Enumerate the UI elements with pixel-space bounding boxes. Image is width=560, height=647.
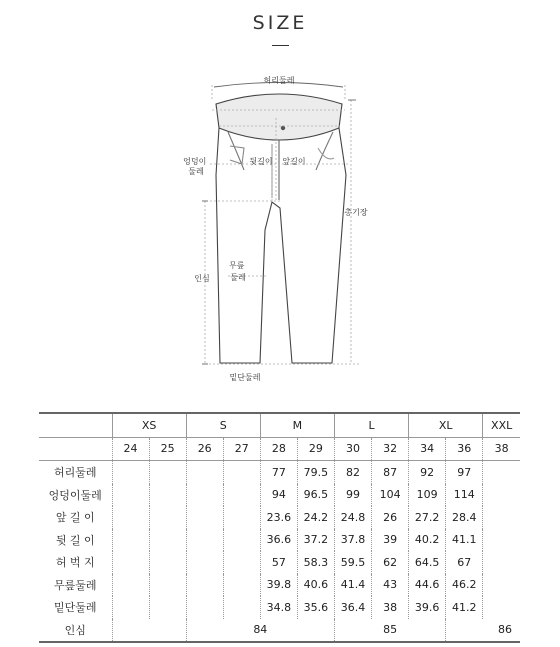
value-cell <box>223 484 260 507</box>
value-cell: 46.2 <box>446 574 483 597</box>
size-cell: 30 <box>334 437 371 461</box>
size-cell: 27 <box>223 437 260 461</box>
waistband-shape <box>216 94 342 140</box>
table-row <box>39 484 520 507</box>
value-cell <box>223 574 260 597</box>
value-cell: 104 <box>372 484 409 507</box>
value-cell: 28.4 <box>446 506 483 529</box>
size-cell: 29 <box>297 437 334 461</box>
value-cell: 87 <box>372 461 409 484</box>
value-cell <box>186 461 223 484</box>
size-cell: 34 <box>409 437 446 461</box>
group-xxl: XXL <box>483 413 520 437</box>
label-inseam: 인심 <box>194 274 210 283</box>
value-cell: 43 <box>372 574 409 597</box>
value-cell: 41.4 <box>334 574 371 597</box>
measurement-rows <box>39 461 520 619</box>
value-cell: 36.6 <box>260 529 297 552</box>
label-hem: 밑단둘레 <box>229 373 261 382</box>
value-cell <box>483 506 520 529</box>
value-cell: 41.1 <box>446 529 483 552</box>
title-underline <box>272 45 289 46</box>
label-waist: 허리둘레 <box>263 76 295 85</box>
table-row <box>39 551 520 574</box>
value-cell: 34.8 <box>260 596 297 619</box>
size-group-row <box>39 413 520 437</box>
value-cell <box>149 461 186 484</box>
value-cell <box>149 529 186 552</box>
value-cell <box>112 596 149 619</box>
button-icon <box>281 126 285 130</box>
label-back-rise: 뒷길이 <box>249 157 273 166</box>
value-cell <box>112 506 149 529</box>
value-cell: 40.2 <box>409 529 446 552</box>
value-cell <box>223 529 260 552</box>
group-xl: XL <box>409 413 483 437</box>
value-cell <box>149 596 186 619</box>
value-cell: 82 <box>334 461 371 484</box>
value-cell <box>149 484 186 507</box>
value-cell: 39 <box>372 529 409 552</box>
pants-outline <box>216 128 346 363</box>
value-cell: 114 <box>446 484 483 507</box>
value-cell: 39.8 <box>260 574 297 597</box>
value-cell <box>223 596 260 619</box>
table-row-inseam <box>39 619 520 643</box>
value-cell <box>483 461 520 484</box>
value-cell <box>186 551 223 574</box>
value-cell <box>149 574 186 597</box>
size-cell: 26 <box>186 437 223 461</box>
group-m: M <box>260 413 334 437</box>
value-cell: 37.2 <box>297 529 334 552</box>
inseam-value-xl: 86 <box>446 619 520 643</box>
label-hip: 엉덩이 둘레 <box>183 157 207 176</box>
value-cell: 67 <box>446 551 483 574</box>
value-cell: 109 <box>409 484 446 507</box>
row-label: 무릎둘레 <box>53 578 97 592</box>
value-cell: 99 <box>334 484 371 507</box>
value-cell: 77 <box>260 461 297 484</box>
value-cell: 27.2 <box>409 506 446 529</box>
value-cell <box>112 529 149 552</box>
value-cell: 58.3 <box>297 551 334 574</box>
table-row <box>39 529 520 552</box>
value-cell <box>112 551 149 574</box>
table-row <box>39 506 520 529</box>
row-label: 인심 <box>64 623 86 637</box>
value-cell: 40.6 <box>297 574 334 597</box>
value-cell: 96.5 <box>297 484 334 507</box>
label-front-rise: 앞길이 <box>282 157 306 166</box>
value-cell <box>112 574 149 597</box>
value-cell <box>149 506 186 529</box>
value-cell <box>483 596 520 619</box>
value-cell: 35.6 <box>297 596 334 619</box>
value-cell <box>112 484 149 507</box>
table-row <box>39 574 520 597</box>
value-cell: 38 <box>372 596 409 619</box>
value-cell <box>483 574 520 597</box>
value-cell <box>483 551 520 574</box>
table-row <box>39 461 520 484</box>
value-cell <box>186 574 223 597</box>
value-cell: 41.2 <box>446 596 483 619</box>
group-xs: XS <box>112 413 186 437</box>
value-cell: 44.6 <box>409 574 446 597</box>
value-cell <box>223 551 260 574</box>
size-cell: 32 <box>372 437 409 461</box>
value-cell: 59.5 <box>334 551 371 574</box>
value-cell <box>149 551 186 574</box>
value-cell: 24.8 <box>334 506 371 529</box>
value-cell: 57 <box>260 551 297 574</box>
value-cell: 64.5 <box>409 551 446 574</box>
value-cell: 97 <box>446 461 483 484</box>
value-cell: 23.6 <box>260 506 297 529</box>
group-s: S <box>186 413 260 437</box>
size-table <box>39 412 520 643</box>
value-cell: 92 <box>409 461 446 484</box>
label-total-length: 총기장 <box>344 208 368 217</box>
page-title: SIZE <box>252 12 308 34</box>
value-cell <box>223 461 260 484</box>
value-cell: 79.5 <box>297 461 334 484</box>
value-cell <box>223 506 260 529</box>
row-label: 앞 길 이 <box>55 511 95 525</box>
value-cell: 24.2 <box>297 506 334 529</box>
value-cell: 94 <box>260 484 297 507</box>
row-label: 엉덩이둘레 <box>48 488 102 502</box>
value-cell <box>483 484 520 507</box>
inseam-empty-cell <box>112 619 186 643</box>
value-cell <box>186 529 223 552</box>
size-number-row <box>39 437 520 461</box>
corner-cell <box>39 413 112 437</box>
size-cell: 36 <box>446 437 483 461</box>
row-label: 허리둘레 <box>53 466 97 480</box>
value-cell <box>186 506 223 529</box>
group-l: L <box>334 413 408 437</box>
value-cell: 37.8 <box>334 529 371 552</box>
value-cell <box>186 484 223 507</box>
corner-cell <box>39 437 112 461</box>
value-cell <box>483 529 520 552</box>
value-cell: 62 <box>372 551 409 574</box>
size-cell: 25 <box>149 437 186 461</box>
value-cell: 36.4 <box>334 596 371 619</box>
value-cell: 26 <box>372 506 409 529</box>
size-cell: 24 <box>112 437 149 461</box>
row-label: 밑단둘레 <box>53 601 97 615</box>
size-cell: 38 <box>483 437 520 461</box>
value-cell <box>112 461 149 484</box>
inseam-value-xs-m: 84 <box>186 619 334 643</box>
pants-diagram <box>0 60 560 390</box>
row-label: 뒷 길 이 <box>55 533 95 547</box>
size-cell: 28 <box>260 437 297 461</box>
row-label: 허 벅 지 <box>55 556 95 570</box>
label-knee: 무릎 둘레 <box>228 261 246 282</box>
value-cell <box>186 596 223 619</box>
table-row <box>39 596 520 619</box>
inseam-value-l: 85 <box>334 619 445 643</box>
value-cell: 39.6 <box>409 596 446 619</box>
